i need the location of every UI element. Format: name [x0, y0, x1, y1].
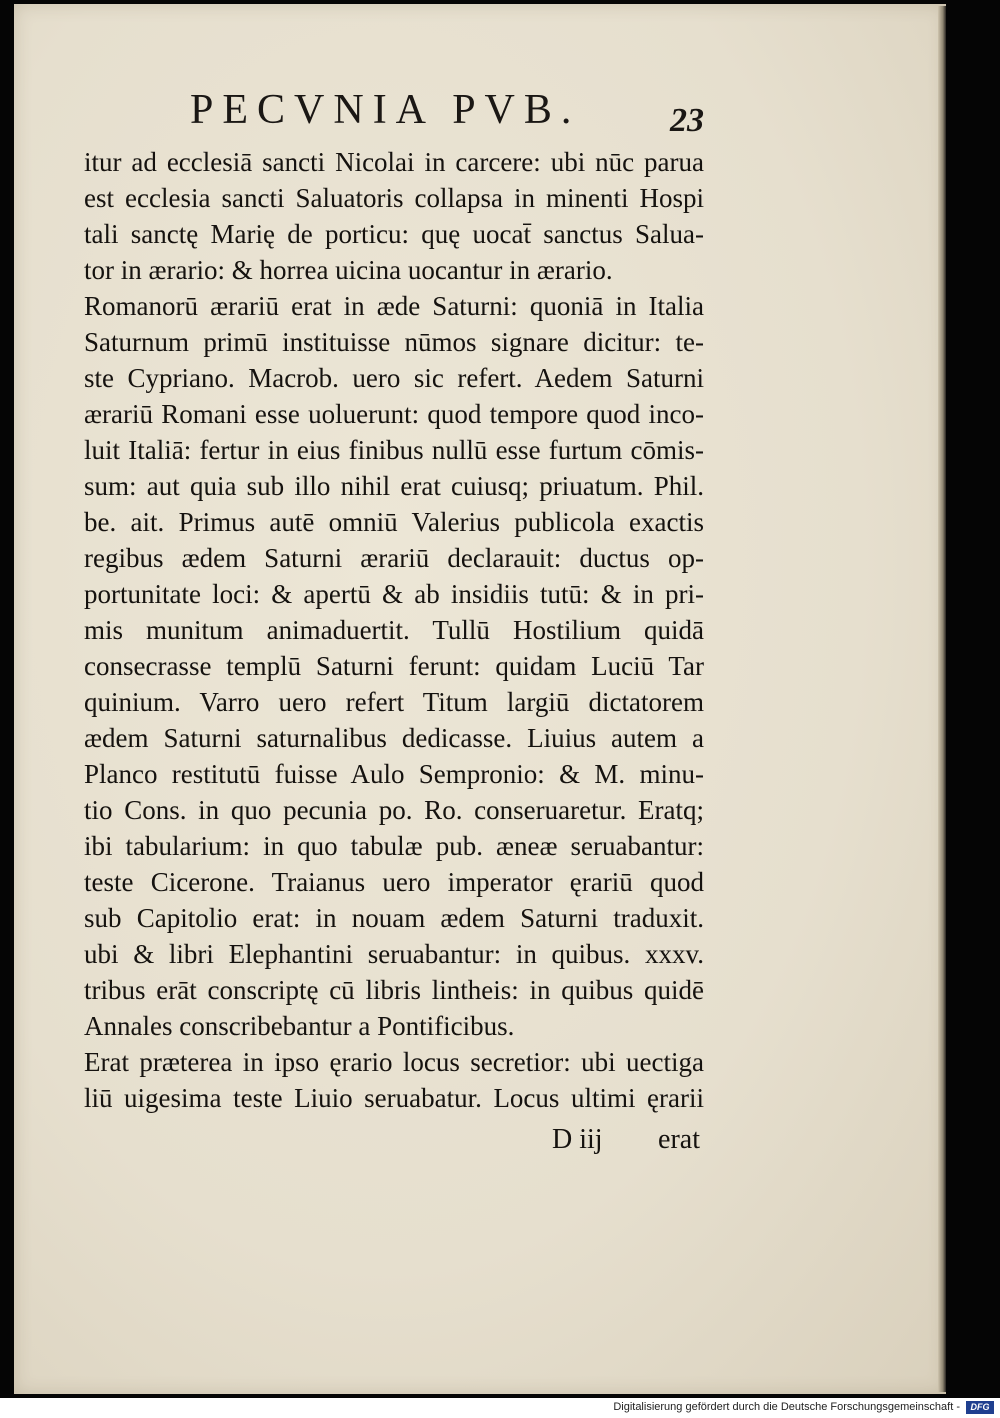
text-line: sum: aut quia sub illo nihil erat cuiusq; priuatum. Phil.: [84, 471, 704, 501]
folio-number: 23: [670, 102, 704, 139]
catchword: erat: [658, 1124, 700, 1155]
text-line: ibi tabularium: in quo tabulæ pub. æneæ seruabantur:: [84, 831, 704, 861]
text-line: ste Cypriano. Macrob. uero sic refert. Aedem Saturni: [84, 363, 704, 393]
text-line: liū uigesima teste Liuio seruabatur. Locus ultimi ęrarii: [84, 1083, 704, 1113]
text-line: luit Italiā: fertur in eius finibus nullū esse furtum cōmis-: [84, 435, 704, 465]
text-line: mis munitum animaduertit. Tullū Hostilium quidā: [84, 615, 704, 645]
page-header: [74, 84, 714, 139]
page-edge-shadow: [938, 6, 946, 1392]
signature-mark: D iij: [552, 1124, 603, 1155]
text-line: teste Cicerone. Traianus uero imperator ęrariū quod: [84, 867, 704, 897]
text-line: Romanorū ærariū erat in æde Saturni: quoniā in Italia: [84, 291, 704, 321]
text-line: consecrasse templū Saturni ferunt: quidam Luciū Tar: [84, 651, 704, 681]
text-line: ærariū Romani esse uoluerunt: quod tempore quod inco-: [84, 399, 704, 429]
text-line: ubi & libri Elephantini seruabantur: in quibus. xxxv.: [84, 939, 704, 969]
text-line: regibus ædem Saturni ærariū declarauit: ductus op-: [84, 543, 704, 573]
catchline: [84, 1124, 700, 1164]
text-line: be. ait. Primus autē omniū Valerius publicola exactis: [84, 507, 704, 537]
text-line: est ecclesia sancti Saluatoris collapsa in minenti Hospi: [84, 183, 704, 213]
text-line: quinium. Varro uero refert Titum largiū dictatorem: [84, 687, 704, 717]
text-line: Annales conscribebantur a Pontificibus.: [84, 1011, 515, 1041]
text-line: tali sanctę Marię de porticu: quę uocat̄ sanctus Salua-: [84, 219, 704, 249]
text-line: tio Cons. in quo pecunia po. Ro. conseruaretur. Eratq;: [84, 795, 704, 825]
text-line: tribus erāt conscriptę cū libris lintheis: in quibus quidē: [84, 975, 704, 1005]
funding-credit: Digitalisierung gefördert durch die Deutsche Forschungsgemeinschaft -: [613, 1401, 960, 1413]
book-page: [14, 4, 946, 1394]
dfg-logo: DFG: [966, 1401, 994, 1414]
body-text: [84, 144, 704, 1116]
text-line: portunitate loci: & apertū & ab insidiis tutū: & in pri-: [84, 579, 704, 609]
text-line: itur ad ecclesiā sancti Nicolai in carcere: ubi nūc parua: [84, 147, 704, 177]
text-line: tor in ærario: & horrea uicina uocantur in ærario.: [84, 255, 613, 285]
text-line: Erat præterea in ipso ęrario locus secretior: ubi uectiga: [84, 1047, 704, 1077]
text-line: ædem Saturni saturnalibus dedicasse. Liuius autem a: [84, 723, 704, 753]
footer-strip: [0, 1398, 1000, 1418]
running-title: PECVNIA PVB.: [190, 87, 581, 133]
text-line: Planco restitutū fuisse Aulo Sempronio: & M. minu-: [84, 759, 704, 789]
text-line: Saturnum primū instituisse nūmos signare dicitur: te-: [84, 327, 704, 357]
text-line: sub Capitolio erat: in nouam ædem Saturni traduxit.: [84, 903, 704, 933]
